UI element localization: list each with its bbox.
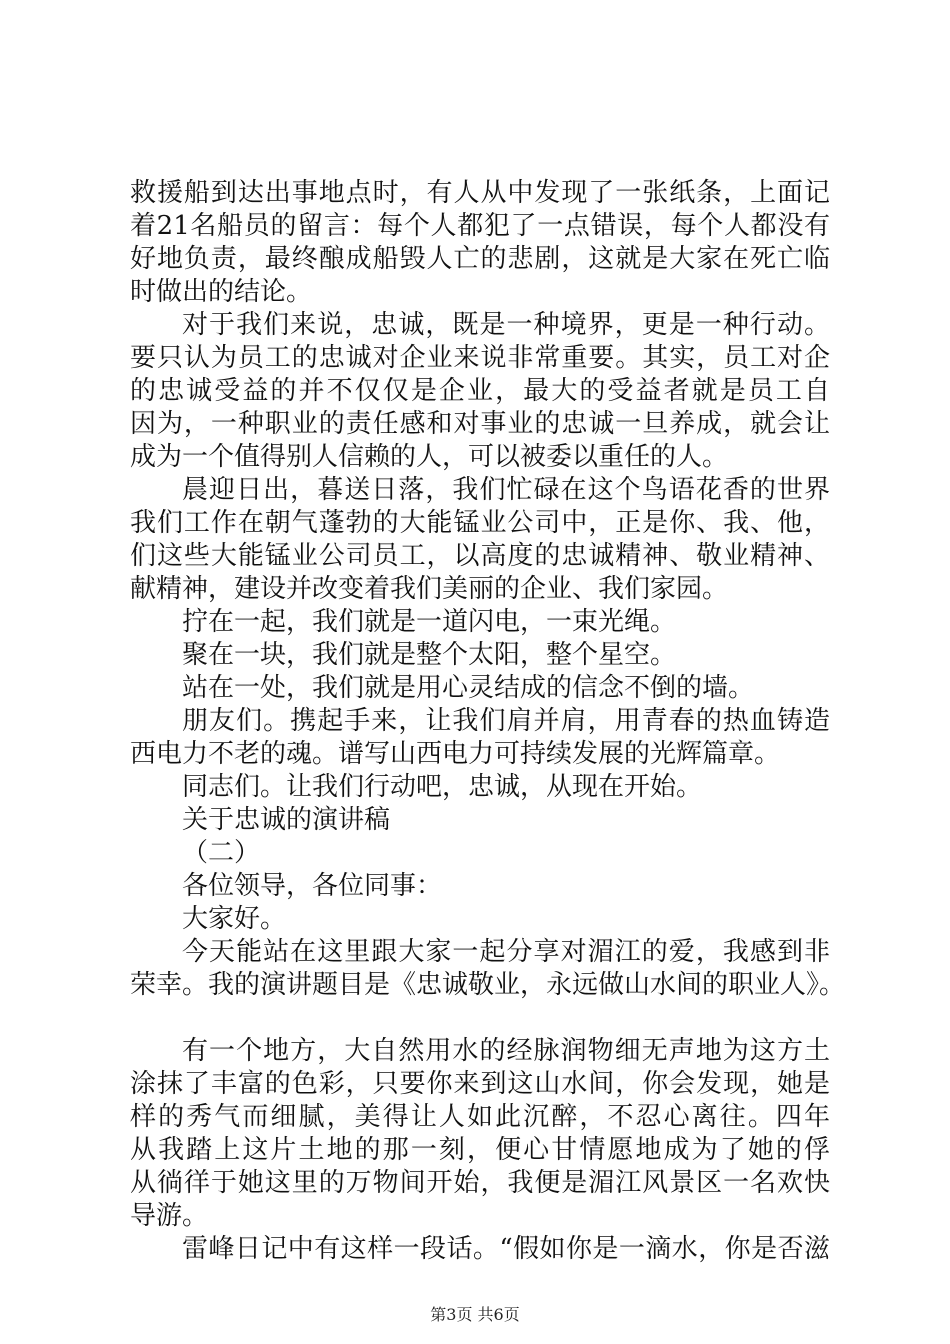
text-line: 朋友们。携起手来，让我们肩并肩，用青春的热血铸造 [182,706,830,736]
text-line: 同志们。让我们行动吧，忠诚，从现在开始。 [182,772,703,802]
text-line: 献精神，建设并改变着我们美丽的企业、我们家园。 [130,574,729,604]
text-line: （二） [182,838,261,868]
text-line: 要只认为员工的忠诚对企业来说非常重要。其实，员工对企 [130,343,830,373]
text-line: 关于忠诚的演讲稿 [182,805,391,835]
text-line: 荣幸。我的演讲题目是《忠诚敬业，永远做山水间的职业人》。 [130,970,846,1000]
text-line: 的忠诚受益的并不仅仅是企业，最大的受益者就是员工自 [130,376,830,406]
text-line: 大家好。 [182,904,287,934]
text-line: 从我踏上这片土地的那一刻，便心甘情愿地成为了她的俘 [130,1135,830,1165]
text-line: 救援船到达出事地点时，有人从中发现了一张纸条，上面记 [130,178,830,208]
text-line: 着21名船员的留言：每个人都犯了一点错误，每个人都没有 [130,211,830,241]
text-line: 导游。 [130,1201,209,1231]
text-line: 雷峰日记中有这样一段话。“假如你是一滴水，你是否滋 [182,1234,830,1264]
document-body [130,177,846,1266]
text-line: 我们工作在朝气蓬勃的大能锰业公司中，正是你、我、他， [130,508,830,538]
text-line: 聚在一块，我们就是整个太阳，整个星空。 [182,640,677,670]
text-line: 各位领导，各位同事： [182,871,443,901]
text-line: 对于我们来说，忠诚，既是一种境界，更是一种行动。 [182,310,830,340]
text-line: 从徜徉于她这里的万物间开始，我便是湄江风景区一名欢快 [130,1168,830,1198]
text-line [130,1002,830,1035]
page-footer: 第3页 共6页 [430,1305,520,1324]
text-line: 涂抹了丰富的色彩，只要你来到这山水间，你会发现，她是 [130,1069,830,1099]
text-line: 晨迎日出，暮送日落，我们忙碌在这个鸟语花香的世界 [182,475,830,505]
text-line: 好地负责，最终酿成船毁人亡的悲剧，这就是大家在死亡临 [130,244,830,274]
text-line: 们这些大能锰业公司员工，以高度的忠诚精神、敬业精神、 [130,541,830,571]
text-line: 成为一个值得别人信赖的人，可以被委以重任的人。 [130,442,729,472]
text-line: 今天能站在这里跟大家一起分享对湄江的爱，我感到非 [182,937,830,967]
text-line: 样的秀气而细腻，美得让人如此沉醉，不忍心离往。四年 [130,1102,830,1132]
text-line: 有一个地方，大自然用水的经脉润物细无声地为这方土 [182,1036,830,1066]
text-line: 站在一处，我们就是用心灵结成的信念不倒的墙。 [182,673,755,703]
text-line: 拧在一起，我们就是一道闪电，一束光绳。 [182,607,677,637]
text-line: 因为，一种职业的责任感和对事业的忠诚一旦养成，就会让 [130,409,830,439]
text-line: 西电力不老的魂。谱写山西电力可持续发展的光辉篇章。 [130,739,781,769]
text-line: 时做出的结论。 [130,277,313,307]
